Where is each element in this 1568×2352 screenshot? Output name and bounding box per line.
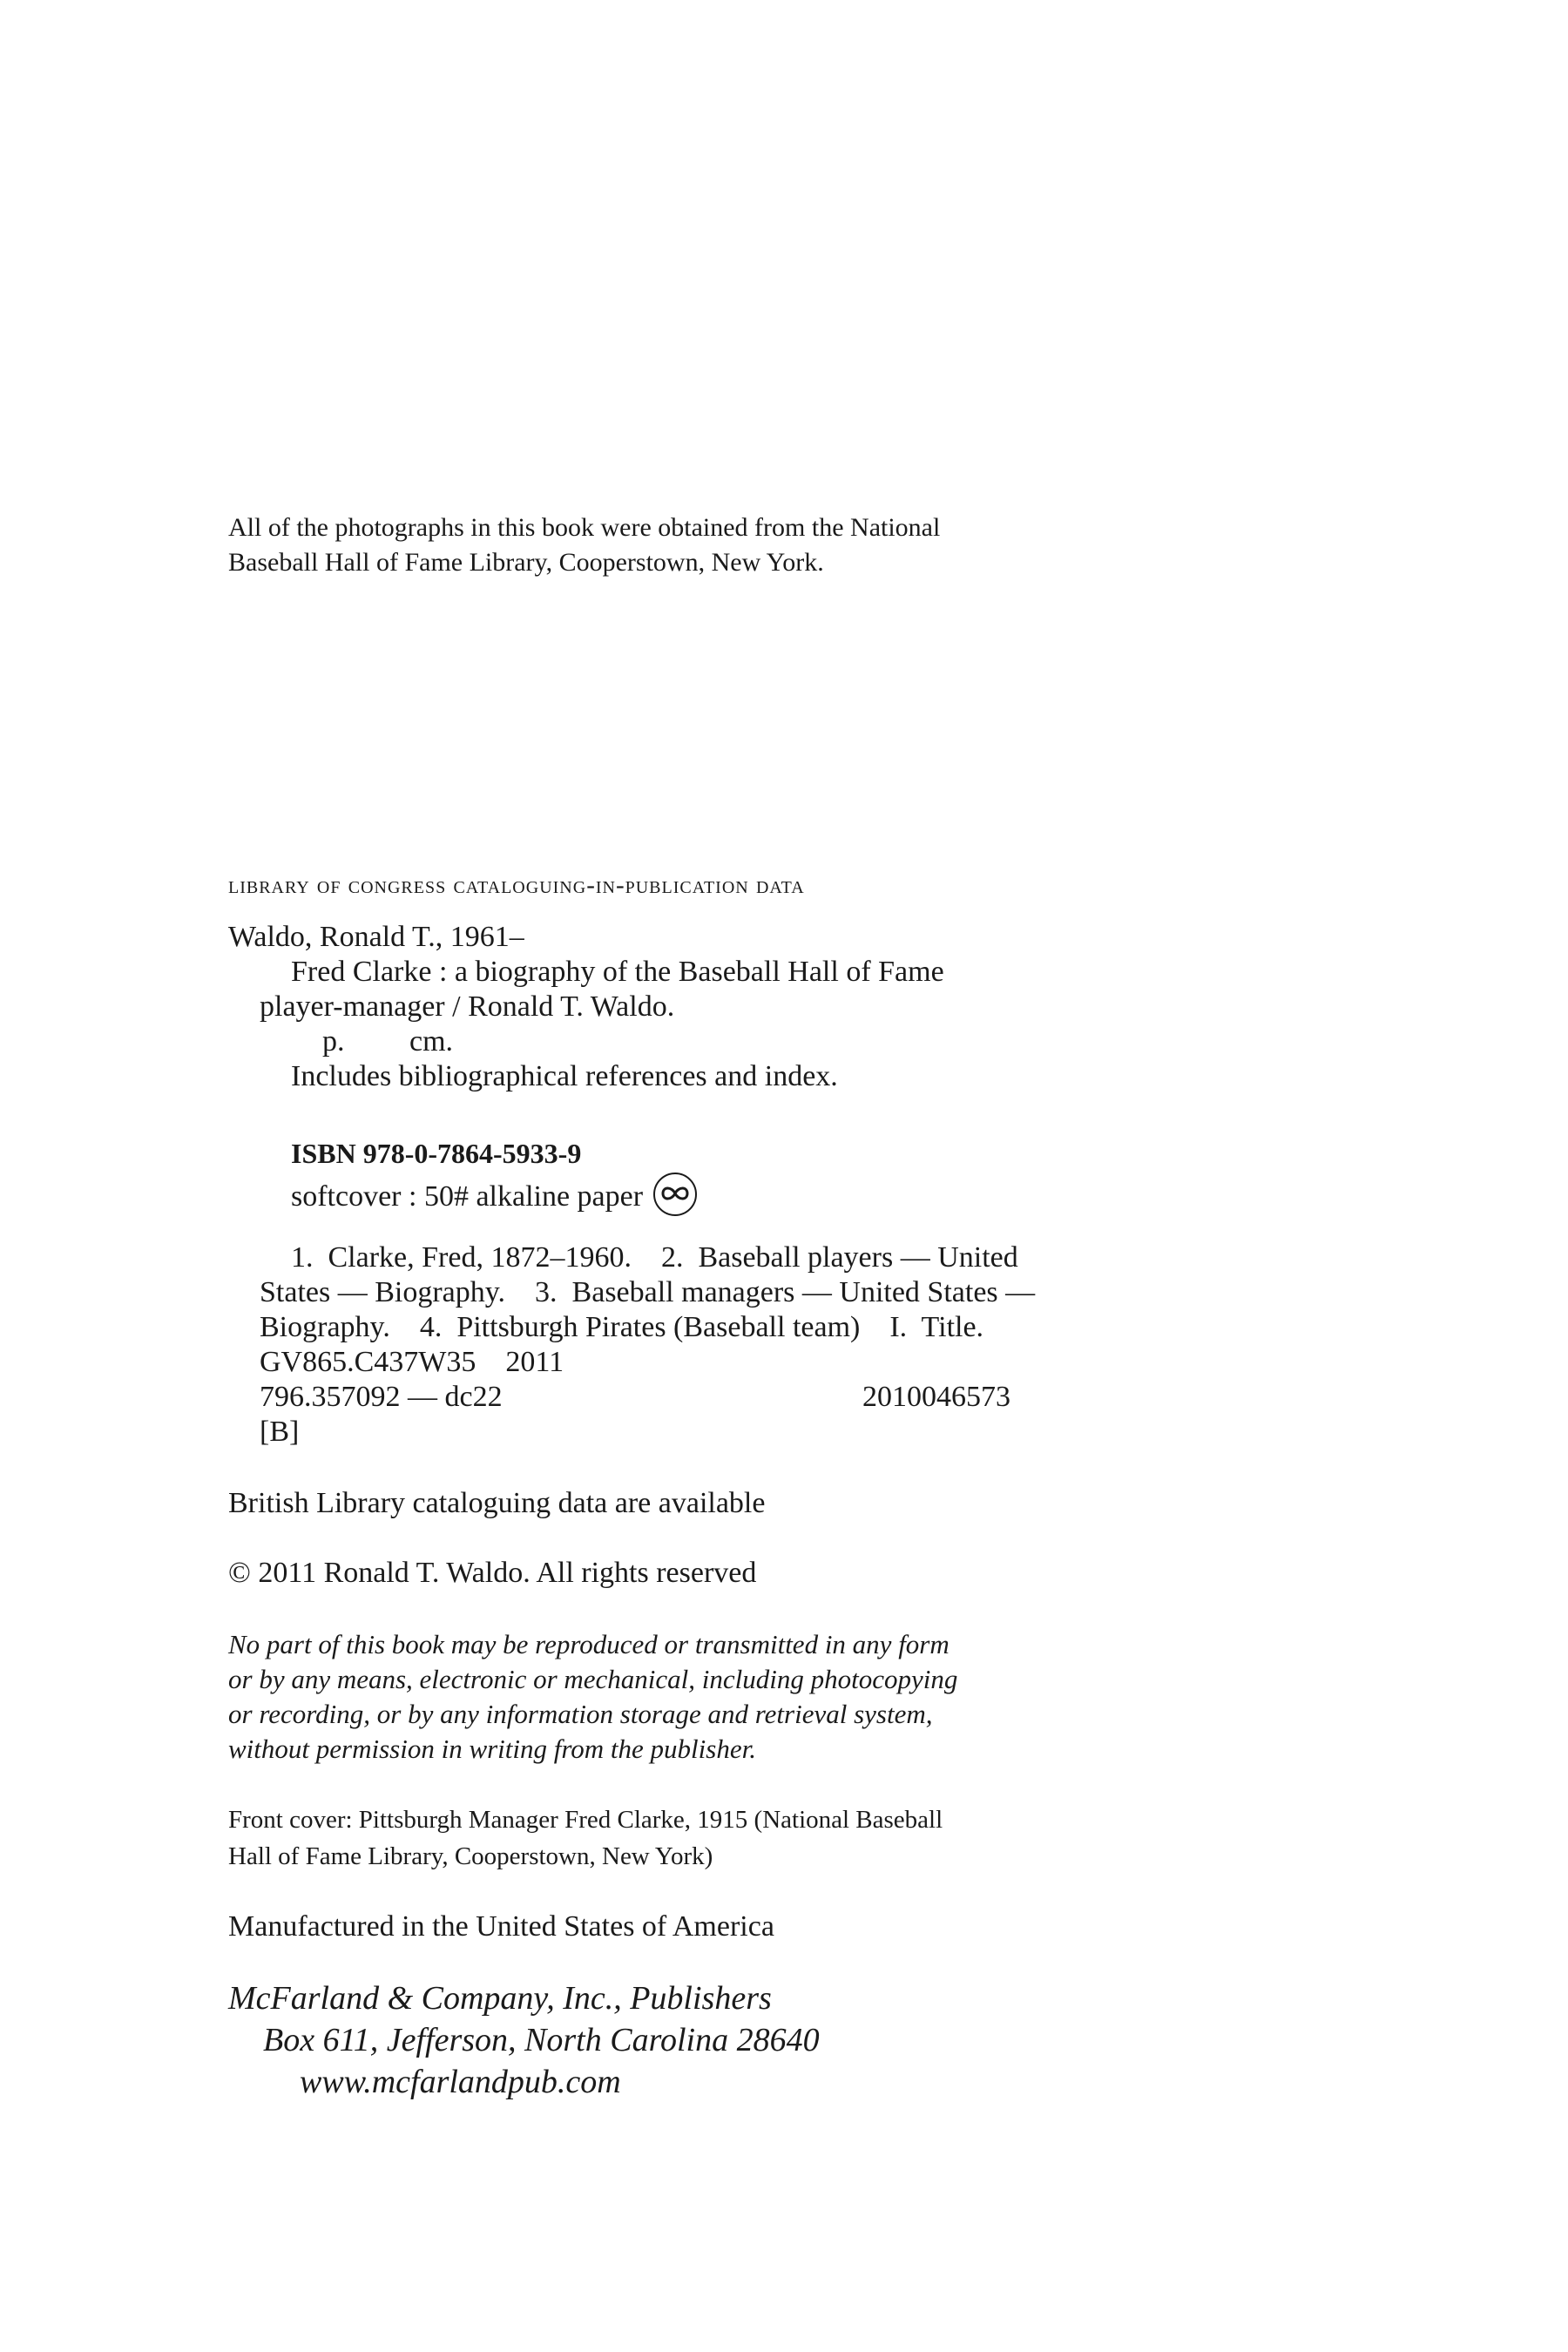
cip-lccn: 2010046573 [862, 1381, 1010, 1413]
photo-credit-line-2: Baseball Hall of Fame Library, Cooperstown, New York. [228, 548, 824, 577]
cip-author: Waldo, Ronald T., 1961– [228, 921, 524, 953]
cip-title-line-2: player-manager / Ronald T. Waldo. [260, 990, 675, 1023]
cip-heading [228, 868, 805, 902]
publisher-name: McFarland & Company, Inc., Publishers [228, 1980, 772, 2017]
publisher-website: www.mcfarlandpub.com [300, 2064, 621, 2100]
publisher-address: Box 611, Jefferson, North Carolina 28640 [263, 2022, 820, 2058]
front-cover-line-2: Hall of Fame Library, Cooperstown, New York) [228, 1842, 713, 1870]
cip-pages-cm: cm. [409, 1025, 454, 1058]
front-cover-line-1: Front cover: Pittsburgh Manager Fred Clarke, 1915 (National Baseball [228, 1806, 943, 1834]
copyright-notice: © 2011 Ronald T. Waldo. All rights reserved [228, 1557, 757, 1589]
cip-subjects-line-3: Biography. 4. Pittsburgh Pirates (Baseball team) I. Title. [260, 1311, 984, 1343]
rights-notice-line-3: or recording, or by any information storage and retrieval system, [228, 1699, 933, 1729]
cip-bracket: [B] [260, 1416, 300, 1448]
cip-binding-row [291, 1173, 697, 1216]
rights-notice-line-4: without permission in writing from the publisher. [228, 1734, 756, 1764]
cip-dewey: 796.357092 — dc22 [260, 1381, 503, 1413]
british-library-note: British Library cataloguing data are available [228, 1487, 766, 1519]
cip-isbn: ISBN 978-0-7864-5933-9 [291, 1138, 582, 1169]
cip-subjects-line-2: States — Biography. 3. Baseball managers — United States — [260, 1276, 1036, 1308]
cip-subjects-line-1: 1. Clarke, Fred, 1872–1960. 2. Baseball players — United [291, 1241, 1018, 1274]
rights-notice-line-1: No part of this book may be reproduced or transmitted in any form [228, 1629, 950, 1659]
cip-call-number: GV865.C437W35 2011 [260, 1346, 564, 1378]
cip-title-line-1: Fred Clarke : a biography of the Baseball Hall of Fame [291, 956, 944, 988]
acid-free-paper-icon [653, 1173, 697, 1216]
cip-includes: Includes bibliographical references and index. [291, 1060, 838, 1092]
photo-credit-line-1: All of the photographs in this book were obtained from the National [228, 513, 941, 542]
manufactured-note: Manufactured in the United States of America [228, 1910, 774, 1943]
rights-notice-line-2: or by any means, electronic or mechanical, including photocopying [228, 1664, 958, 1694]
cip-pages-p: p. [322, 1025, 345, 1058]
cip-binding: softcover : 50# alkaline paper [291, 1180, 644, 1213]
cip-heading-text: library of congress cataloguing-in-publication data [228, 871, 805, 899]
